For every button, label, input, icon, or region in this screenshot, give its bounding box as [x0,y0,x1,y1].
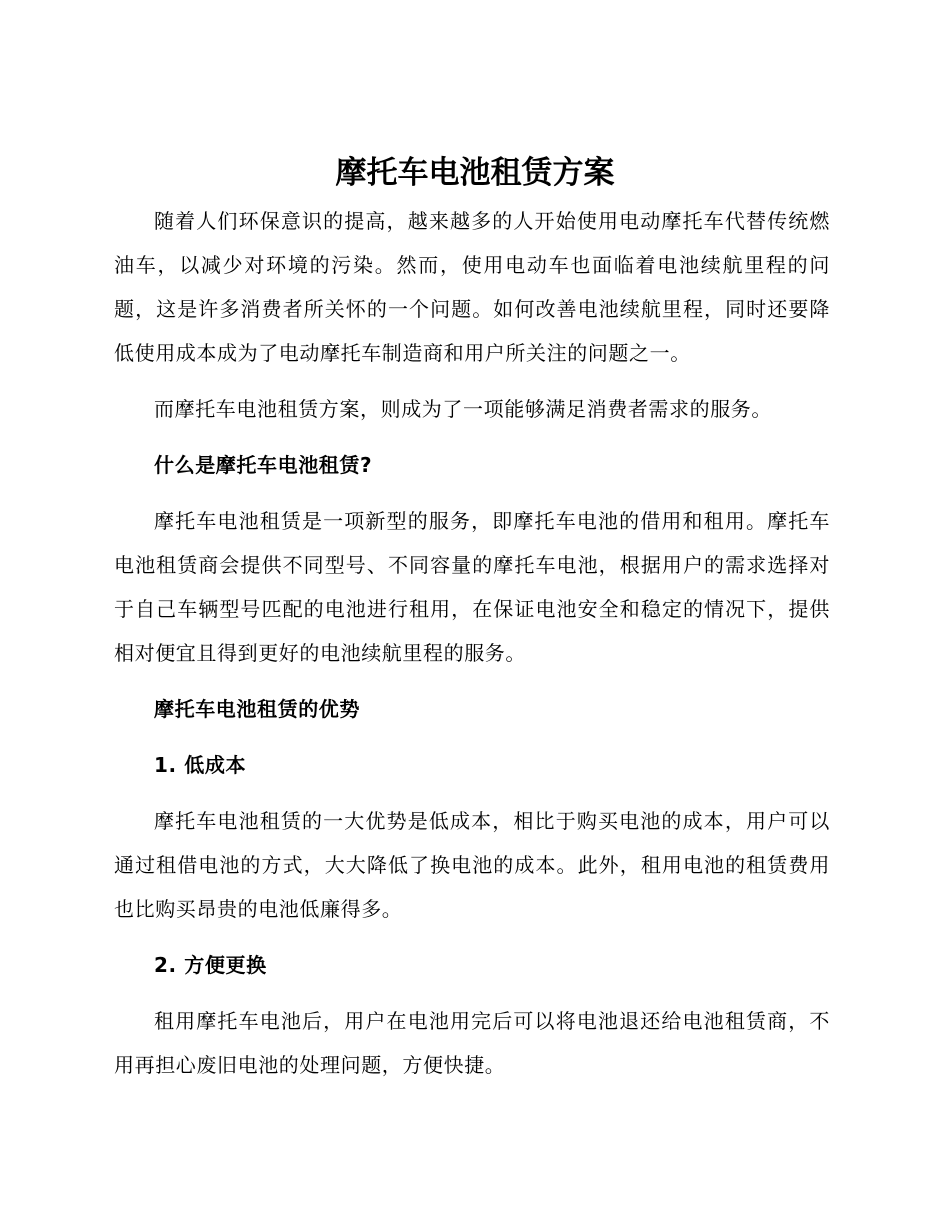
advantage-heading-low-cost: 1. 低成本 [154,753,247,777]
section-heading-advantages: 摩托车电池租赁的优势 [154,697,360,721]
intro-paragraph-1: 随着人们环保意识的提高，越来越多的人开始使用电动摩托车代替传统燃油车，以减少对环境的污染。然而，使用电动车也面临着电池续航里程的问题，这是许多消费者所关怀的一个问题。如何改善电池续航里程，同时还要降低使用成本成为了电动摩托车制造商和用户所关注的问题之一。 [114,209,830,365]
advantage-heading-convenient: 2. 方便更换 [154,953,267,977]
section-heading-what-is: 什么是摩托车电池租赁? [154,453,373,477]
document-body [114,199,830,1087]
advantage-paragraph-low-cost: 摩托车电池租赁的一大优势是低成本，相比于购买电池的成本，用户可以通过租借电池的方式，大大降低了换电池的成本。此外，租用电池的租赁费用也比购买昂贵的电池低廉得多。 [114,809,830,921]
document-title: 摩托车电池租赁方案 [335,155,615,191]
intro-paragraph-2: 而摩托车电池租赁方案，则成为了一项能够满足消费者需求的服务。 [154,397,772,421]
advantage-paragraph-convenient: 租用摩托车电池后，用户在电池用完后可以将电池退还给电池租赁商，不用再担心废旧电池的处理问题，方便快捷。 [114,1009,830,1077]
section-paragraph-what-is: 摩托车电池租赁是一项新型的服务，即摩托车电池的借用和租用。摩托车电池租赁商会提供不同型号、不同容量的摩托车电池，根据用户的需求选择对于自己车辆型号匹配的电池进行租用，在保证电池安全和稳定的情况下，提供相对便宜且得到更好的电池续航里程的服务。 [114,509,830,665]
